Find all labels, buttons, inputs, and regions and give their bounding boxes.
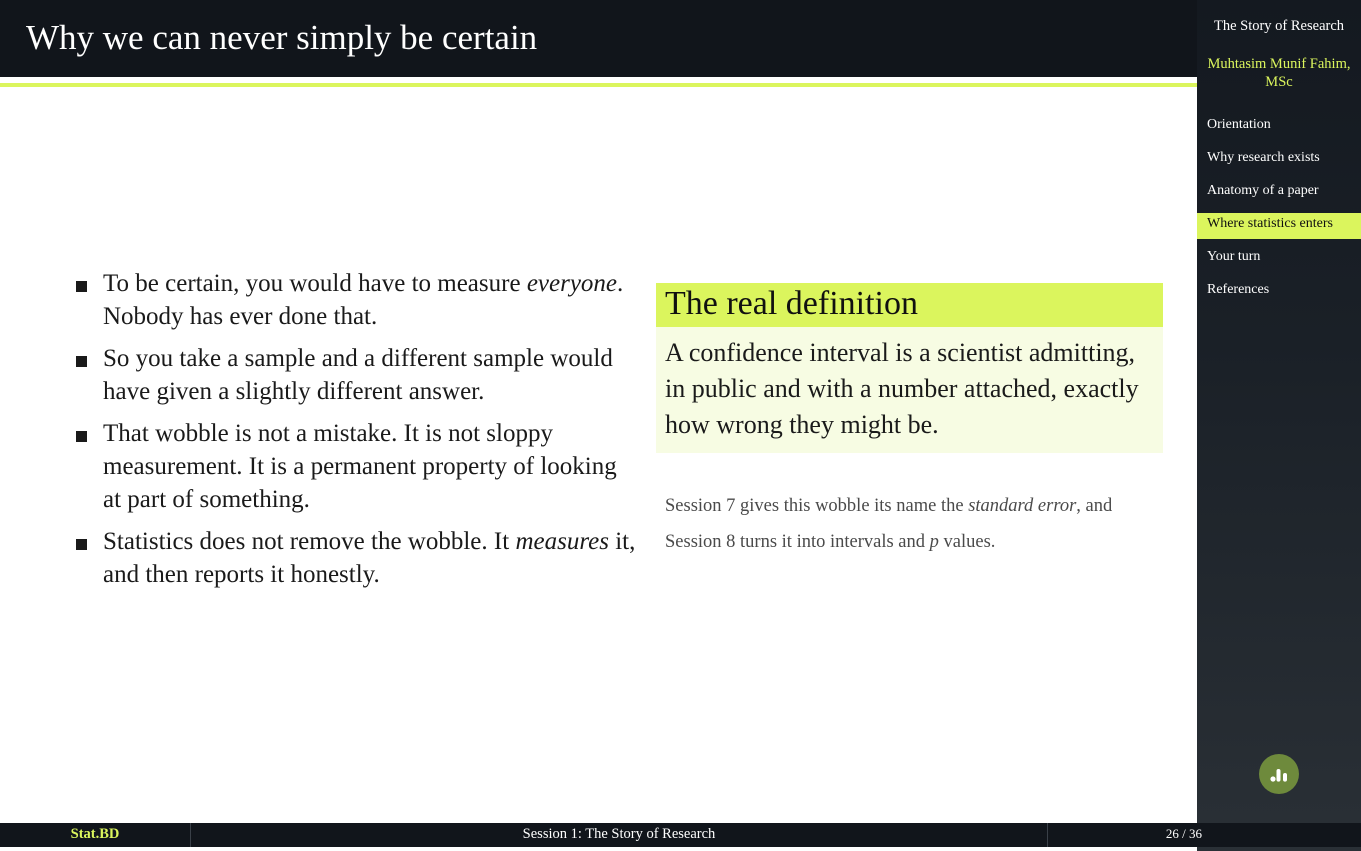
sidebar-nav (1197, 114, 1361, 312)
definition-block-title: The real definition (656, 283, 1163, 327)
definition-block-body: A confidence interval is a scientist admitting, in public and with a number attached, exactly how wrong they might be. (656, 327, 1163, 453)
sidebar-title[interactable]: The Story of Research (1213, 18, 1345, 34)
bullet-square-icon (76, 281, 87, 292)
sidebar-author: Muhtasim Munif Fahim, MSc (1207, 56, 1351, 90)
bullet-square-icon (76, 539, 87, 550)
slide-title: Why we can never simply be certain (26, 18, 538, 57)
footer-brand: Stat.BD (70, 826, 120, 842)
sidebar (1197, 0, 1361, 851)
title-rule (0, 83, 1197, 87)
footer (0, 823, 1361, 847)
sidebar-item-references[interactable]: References (1207, 282, 1270, 297)
bullet-item: To be certain, you would have to measure everyone. Nobody has ever done that. (76, 267, 636, 333)
bullet-list (76, 267, 636, 600)
title-bar (0, 0, 1197, 77)
sidebar-item-why-research-exists[interactable]: Why research exists (1207, 150, 1320, 165)
footer-session-title: Session 1: The Story of Research (522, 826, 716, 842)
bullet-item: So you take a sample and a different sample would have given a slightly different answer. (76, 342, 636, 408)
sidebar-item-your-turn[interactable]: Your turn (1207, 249, 1261, 264)
bullet-square-icon (76, 431, 87, 442)
bullet-item: That wobble is not a mistake. It is not sloppy measurement. It is a permanent property of looking at part of something. (76, 417, 636, 516)
bar-chart-icon (1259, 754, 1299, 794)
session-note: Session 7 gives this wobble its name the standard error, and Session 8 turns it into intervals and p values. (665, 496, 1113, 552)
sidebar-item-orientation[interactable]: Orientation (1207, 117, 1271, 132)
sidebar-item-anatomy-of-a-paper[interactable]: Anatomy of a paper (1207, 183, 1319, 198)
bullet-square-icon (76, 356, 87, 367)
definition-block (656, 283, 1163, 453)
sidebar-item-where-statistics-enters[interactable]: Where statistics enters (1197, 213, 1361, 239)
footer-page-number: 26 / 36 (1165, 826, 1202, 841)
bullet-item: Statistics does not remove the wobble. It measures it, and then reports it honestly. (76, 525, 636, 591)
